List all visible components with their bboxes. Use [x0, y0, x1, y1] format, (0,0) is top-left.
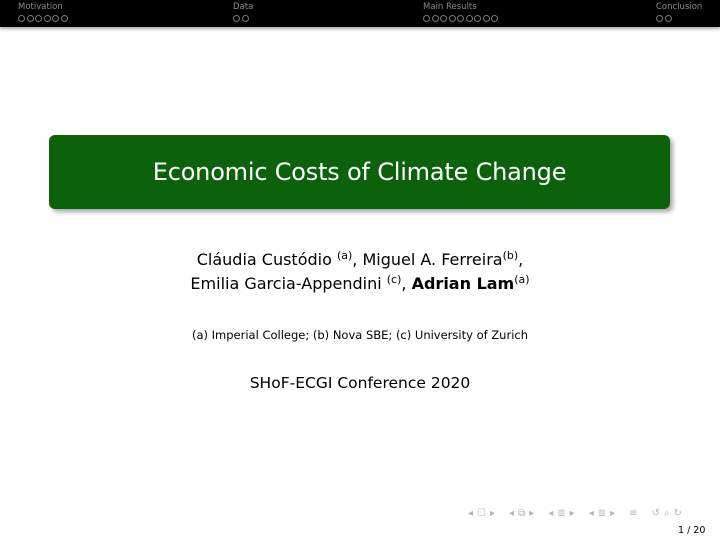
first-slide-icon[interactable]: ◂ [468, 508, 474, 519]
slide-dot[interactable] [491, 15, 498, 22]
navigation-symbols [468, 508, 682, 520]
slide-dot[interactable] [52, 15, 59, 22]
affiliation-mark: (a) [336, 249, 353, 262]
prev-section-icon[interactable]: ◂ [588, 508, 594, 519]
slide-dots [423, 15, 498, 22]
nav-section-conclusion[interactable] [656, 2, 702, 22]
slide-dot[interactable] [35, 15, 42, 22]
author-line-1 [0, 248, 720, 272]
forward-icon[interactable]: ↻ [673, 508, 682, 519]
search-icon[interactable]: ⌕ [663, 508, 670, 519]
separator: , [518, 250, 524, 269]
slide-dot[interactable] [423, 15, 430, 22]
author-name: Cláudia Custódio [196, 250, 332, 269]
affiliation-mark: (b) [502, 249, 519, 262]
prev-frame-icon[interactable]: ◂ [509, 508, 515, 519]
appendix-icon[interactable]: ≡ [629, 508, 638, 519]
author-line-2 [0, 272, 720, 296]
author-name: , Miguel A. Ferreira [352, 250, 503, 269]
next-subsection-icon[interactable]: ▸ [569, 508, 575, 519]
slide-dot[interactable] [656, 15, 663, 22]
nav-section-title[interactable]: Main Results [423, 2, 477, 12]
title-block [49, 135, 670, 209]
slide-dots [233, 15, 253, 22]
slide-dot[interactable] [27, 15, 34, 22]
affiliation-mark: (a) [514, 273, 530, 286]
slide-dot[interactable] [18, 15, 25, 22]
slide-dot[interactable] [233, 15, 240, 22]
slide-dot[interactable] [440, 15, 447, 22]
affiliations: (a) Imperial College; (b) Nova SBE; (c) University of Zurich [191, 328, 529, 342]
slide-icon[interactable]: ☐ [477, 508, 486, 519]
nav-section-title[interactable]: Motivation [18, 2, 63, 12]
subsection-icon[interactable]: ≣ [557, 508, 566, 519]
slide-dot[interactable] [457, 15, 464, 22]
nav-section-main-results[interactable] [423, 2, 498, 22]
slide-dot[interactable] [44, 15, 51, 22]
prev-subsection-icon[interactable]: ◂ [548, 508, 554, 519]
slide-dot[interactable] [432, 15, 439, 22]
affiliation-mark: (c) [386, 273, 402, 286]
presenter-name: Adrian Lam [411, 274, 515, 293]
separator: , [401, 274, 407, 293]
author-name: Emilia Garcia-Appendini [190, 274, 382, 293]
section-navbar [0, 0, 720, 27]
slide-dots [656, 15, 702, 22]
slide-dot[interactable] [61, 15, 68, 22]
slide-dot[interactable] [483, 15, 490, 22]
nav-section-title[interactable]: Conclusion [656, 2, 703, 12]
nav-section-motivation[interactable] [18, 2, 68, 22]
next-frame-icon[interactable]: ▸ [529, 508, 535, 519]
slide-dots [18, 15, 68, 22]
author-list [0, 248, 720, 296]
slide-dot[interactable] [242, 15, 249, 22]
slide-dot[interactable] [474, 15, 481, 22]
nav-section-data[interactable] [233, 2, 253, 22]
next-slide-icon[interactable]: ▸ [490, 508, 496, 519]
section-icon[interactable]: ≣ [597, 508, 607, 519]
next-section-icon[interactable]: ▸ [610, 508, 616, 519]
frame-icon[interactable]: ⧉ [518, 508, 526, 519]
presentation-title: Economic Costs of Climate Change [152, 158, 567, 186]
slide-dot[interactable] [466, 15, 473, 22]
back-icon[interactable]: ↺ [651, 508, 660, 519]
slide-dot[interactable] [449, 15, 456, 22]
conference-name: SHoF-ECGI Conference 2020 [249, 374, 471, 392]
slide-dot[interactable] [665, 15, 672, 22]
nav-section-title[interactable]: Data [233, 2, 254, 12]
page-number: 1 / 20 [678, 525, 706, 536]
